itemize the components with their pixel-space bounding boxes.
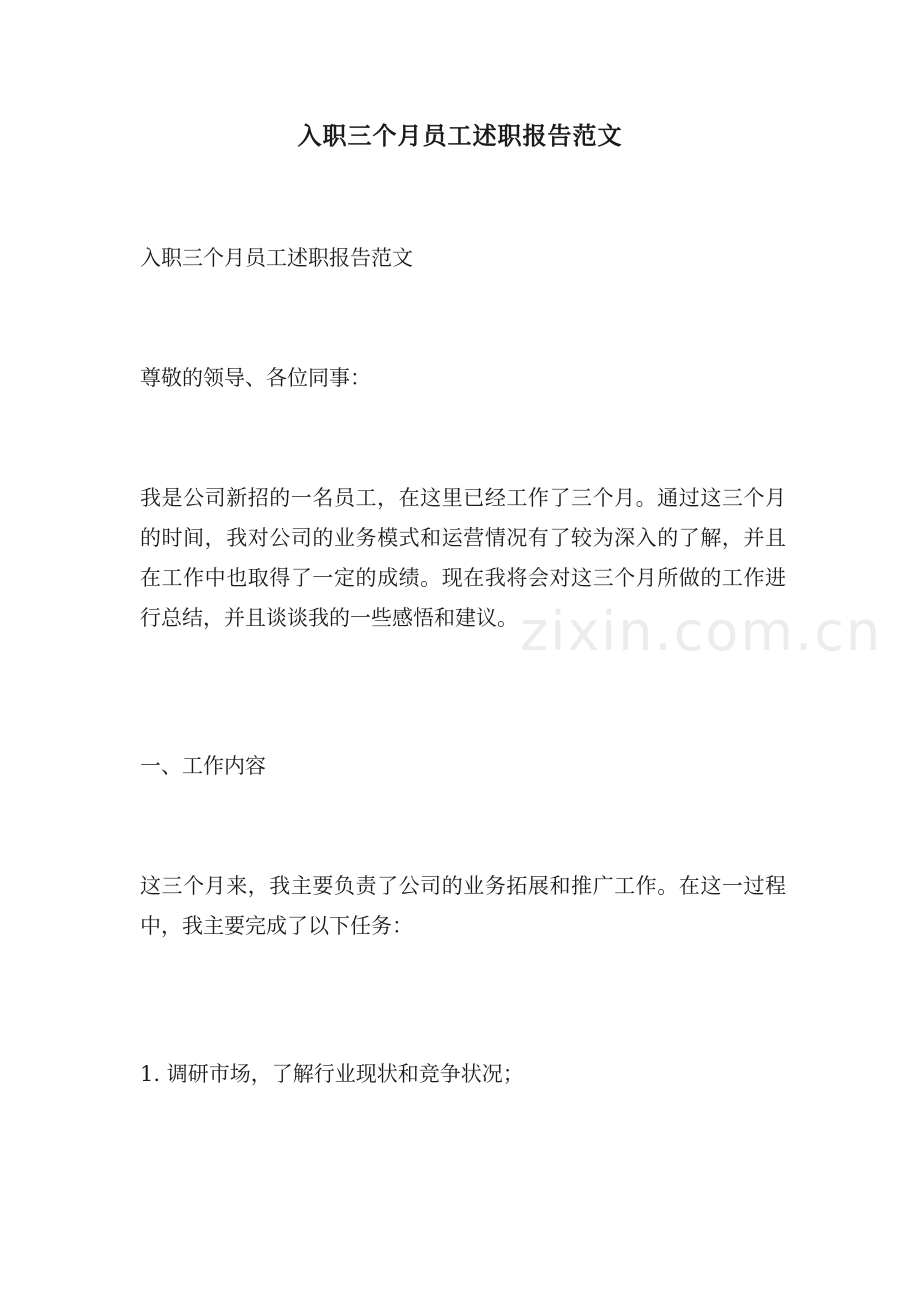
section-heading: 一、工作内容: [140, 754, 266, 778]
intro-paragraph: 我是公司新招的一名员工，在这里已经工作了三个月。通过这三个月的时间，我对公司的业务模式和运营情况有了较为深入的了解，并且在工作中也取得了一定的成绩。现在我将会对这三个月所做的工作进行总结，并且谈谈我的一些感悟和建议。: [140, 486, 786, 630]
watermark: zixin.com.cn: [520, 600, 883, 663]
document-title: 入职三个月员工述职报告范文: [297, 121, 623, 150]
document-subtitle: 入职三个月员工述职报告范文: [140, 246, 413, 270]
salutation: 尊敬的领导、各位同事：: [140, 366, 371, 390]
list-item-1: 1. 调研市场，了解行业现状和竞争状况；: [140, 1062, 524, 1086]
section-body-paragraph: 这三个月来，我主要负责了公司的业务拓展和推广工作。在这一过程中，我主要完成了以下任务：: [140, 874, 786, 938]
